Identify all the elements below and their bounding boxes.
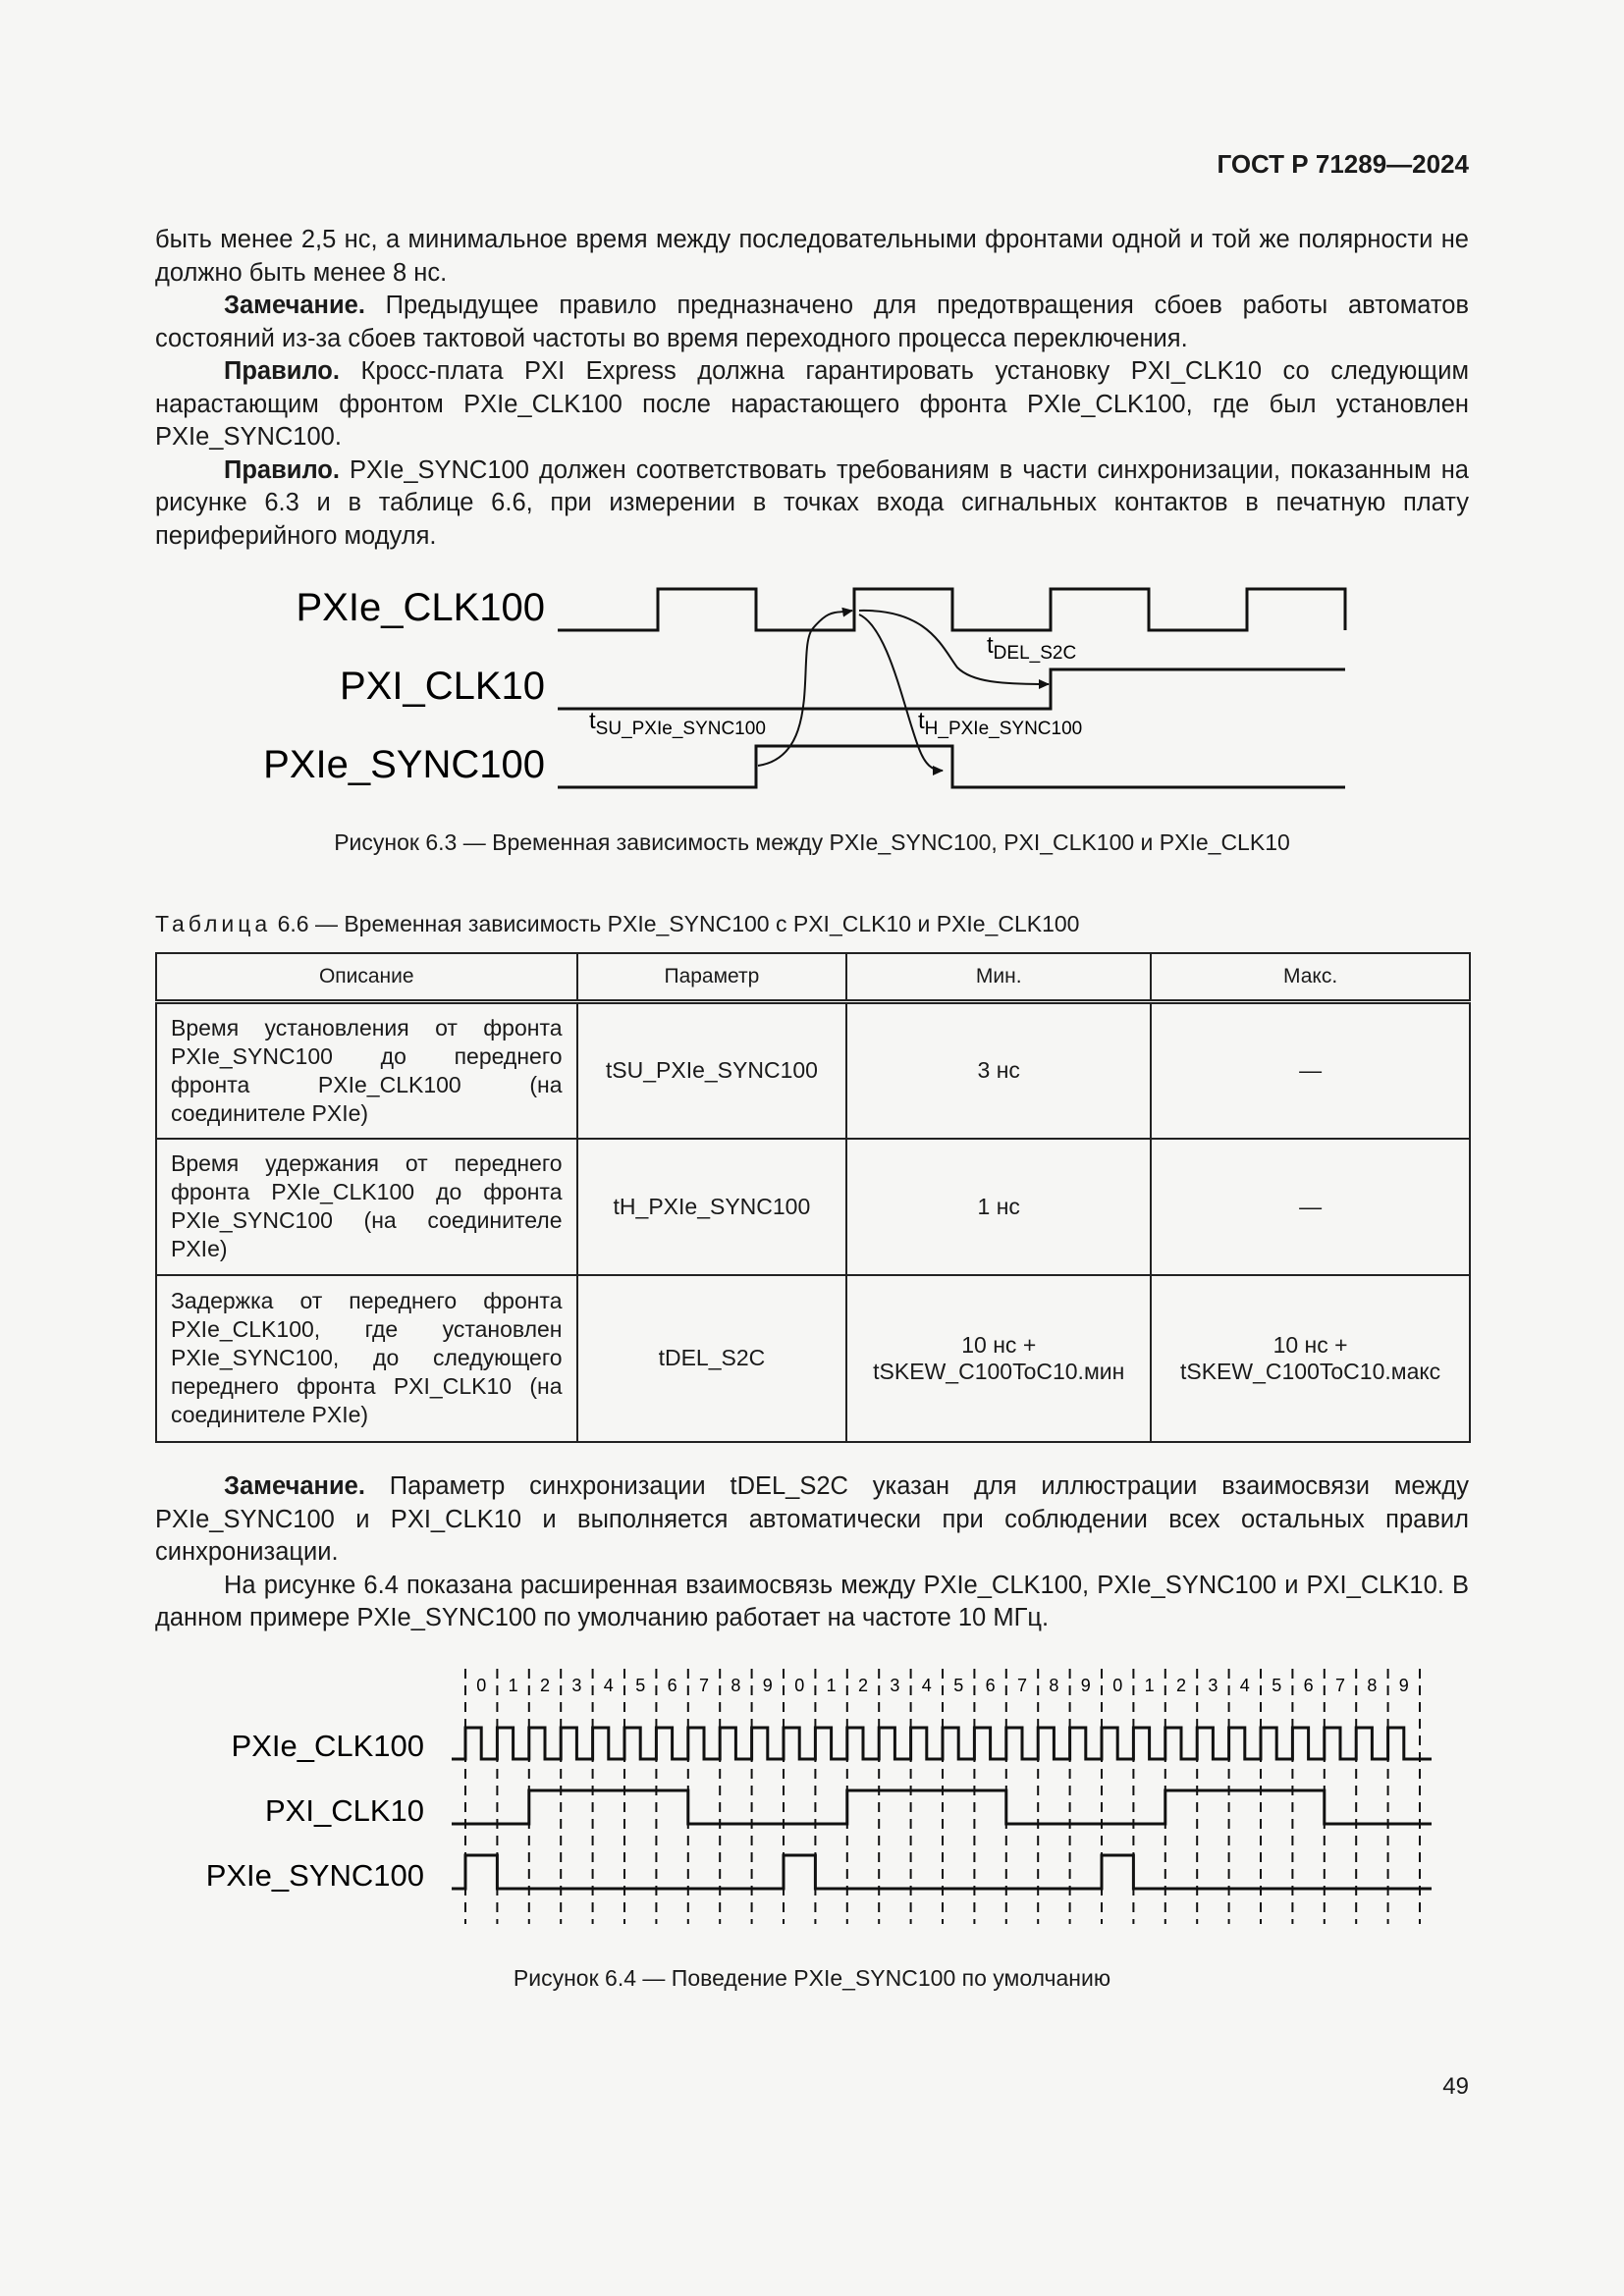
figure-6-4-caption: Рисунок 6.4 — Поведение PXIe_SYNC100 по умолчанию [513,1965,1111,1991]
fig64-wave-clk10 [452,1790,1432,1824]
table-cell-max: — [1151,1139,1470,1275]
fig64-wave-sync100 [452,1855,1432,1889]
standard-header: ГОСТ Р 71289—2024 [1217,149,1469,179]
fig63-th-label: $t_{H\_PXIe\_SYNC100}$ [918,708,1083,739]
fig63-tsu-label: $t_{SU\_PXIe\_SYNC100}$ [589,708,766,739]
table-header-cell: Макс. [1151,953,1470,1002]
table-row [156,1275,1470,1442]
figure-6-3-caption: Рисунок 6.3 — Временная зависимость между PXIe_SYNC100, PXI_CLK100 и PXIe_CLK10 [334,829,1290,855]
table-cell-max: — [1151,1002,1470,1139]
fig64-cycle-number: 9 [762,1676,773,1695]
note-1-lead: Замечание. [224,292,365,319]
fig64-cycle-number: 5 [1272,1676,1282,1695]
note-1 [155,290,1469,355]
rule-1-text: Кросс-плата PXI Express должна гарантировать установку PXI_CLK10 со следующим нарастающим фронтом PXIe_CLK100 после нарастающего фронта PXIe_CLK100, где был установлен PXIe_SYNC100. [155,357,1469,451]
note-2 [155,1470,1469,1570]
fig64-cycle-number: 7 [1016,1676,1028,1695]
table-caption-prefix: Таблица [155,911,272,936]
table-6-6-caption [155,911,1079,937]
fig64-cycle-number: 8 [1367,1676,1378,1695]
note-1-text: Предыдущее правило предназначено для предотвращения сбоев работы автоматов состояний из-за сбоев тактовой частоты во время переходного процесса переключения. [155,292,1469,352]
table-6-6 [155,952,1471,1443]
table-header-cell: Описание [156,953,577,1002]
rule-2-lead: Правило. [224,455,340,484]
fig64-cycle-number: 9 [1398,1676,1409,1695]
fig63-arrow-setup [758,611,852,766]
paragraph-continuation: быть менее 2,5 нс, а минимальное время между последовательными фронтами одной и той же полярности не должно быть менее 8 нс. [155,226,1469,287]
table-cell-max: 10 нс + tSKEW_C100ToC10.макс [1151,1275,1470,1442]
fig64-cycle-number: 4 [603,1676,614,1695]
table-cell-min: 10 нс + tSKEW_C100ToC10.мин [846,1275,1151,1442]
fig64-cycle-number: 9 [1080,1676,1091,1695]
rule-2-text: PXIe_SYNC100 должен соответствовать требованиям в части синхронизации, показанным на рисунке 6.3 и в таблице 6.6, при измерении в точках входа сигнальных контактов в печатную плату периферийного модуля. [155,455,1469,550]
fig64-cycle-number: 8 [731,1676,741,1695]
fig64-cycle-number: 0 [476,1676,487,1695]
fig64-cycle-number: 6 [1303,1676,1314,1695]
fig64-cycle-number: 5 [635,1676,646,1695]
fig64-label-sync100: PXIe_SYNC100 [205,1858,424,1893]
rule-2 [155,454,1469,554]
table-cell-param: tSU_PXIe_SYNC100 [577,1002,847,1139]
fig64-cycle-number: 1 [826,1676,837,1695]
fig63-wave-clk100 [558,589,1345,630]
fig63-wave-clk10 [558,669,1345,709]
fig63-label-sync100: PXIe_SYNC100 [263,743,545,786]
paragraph-figure-6-4-intro: На рисунке 6.4 показана расширенная взаимосвязь между PXIe_CLK100, PXIe_SYNC100 и PXI_CLK10. В данном примере PXIe_SYNC100 по умолчанию работает на частоте 10 МГц. [155,1571,1469,1631]
fig64-cycle-number: 3 [571,1676,582,1695]
fig63-label-clk10: PXI_CLK10 [339,665,545,708]
fig64-cycle-numbers [476,1676,1409,1695]
fig64-cycle-number: 5 [953,1676,964,1695]
fig64-cycle-number: 2 [857,1676,869,1695]
note-2-lead: Замечание. [224,1472,365,1500]
table-cell-param: tDEL_S2C [577,1275,847,1442]
fig63-wave-sync100 [558,746,1345,787]
table-row [156,1139,1470,1275]
fig63-tdel-label: $t_{DEL\_S2C}$ [987,632,1077,664]
rule-1 [155,355,1469,454]
table-header-cell: Параметр [577,953,847,1002]
fig63-arrow-hold [859,614,943,771]
fig64-wave-clk100 [452,1728,1432,1759]
table-cell-desc: Время установления от фронта PXIe_SYNC100 до переднего фронта PXIe_CLK100 (на соединителе PXIe) [156,1002,577,1139]
fig64-label-clk10: PXI_CLK10 [265,1793,424,1828]
fig64-cycle-number: 1 [1144,1676,1155,1695]
table-header-row [156,953,1470,1002]
fig64-cycle-number: 0 [1112,1676,1123,1695]
fig64-cycle-number: 6 [985,1676,996,1695]
fig64-cycle-number: 4 [921,1676,932,1695]
fig64-cycle-number: 2 [539,1676,551,1695]
table-header-cell: Мин. [846,953,1151,1002]
fig64-cycle-number: 1 [508,1676,518,1695]
fig64-cycle-number: 0 [794,1676,805,1695]
table-cell-param: tH_PXIe_SYNC100 [577,1139,847,1275]
fig63-arrow-delay [859,611,1049,684]
fig64-cycle-number: 8 [1049,1676,1059,1695]
body-text-bottom [155,1470,1469,1635]
table-caption-rest: 6.6 — Временная зависимость PXIe_SYNC100 с PXI_CLK10 и PXIe_CLK100 [271,911,1080,936]
fig64-cycle-number: 7 [1334,1676,1346,1695]
fig64-cycle-number: 2 [1175,1676,1187,1695]
table-cell-desc: Задержка от переднего фронта PXIe_CLK100, где установлен PXIe_SYNC100, до следующего переднего фронта PXI_CLK10 (на соединителе PXIe) [156,1275,577,1442]
note-2-text: Параметр синхронизации tDEL_S2C указан для иллюстрации взаимосвязи между PXIe_SYNC100 и PXI_CLK10 и выполняется автоматически при соблюдении всех остальных правил синхронизации. [155,1472,1469,1566]
fig64-cycle-number: 7 [698,1676,710,1695]
rule-1-lead: Правило. [224,357,340,385]
fig64-label-clk100: PXIe_CLK100 [231,1729,424,1763]
fig64-cycle-number: 4 [1239,1676,1250,1695]
fig64-cycle-number: 3 [890,1676,900,1695]
table-row [156,1002,1470,1139]
table-cell-desc: Время удержания от переднего фронта PXIe_CLK100 до фронта PXIe_SYNC100 (на соединителе PXIe) [156,1139,577,1275]
page-number: 49 [1442,2073,1469,2100]
table-cell-min: 3 нс [846,1002,1151,1139]
fig64-cycle-number: 3 [1208,1676,1218,1695]
table-cell-min: 1 нс [846,1139,1151,1275]
body-text-top [155,224,1469,553]
fig63-label-clk100: PXIe_CLK100 [296,586,545,629]
fig64-cycle-number: 6 [667,1676,677,1695]
fig64-cycle-grid [465,1669,1420,1924]
